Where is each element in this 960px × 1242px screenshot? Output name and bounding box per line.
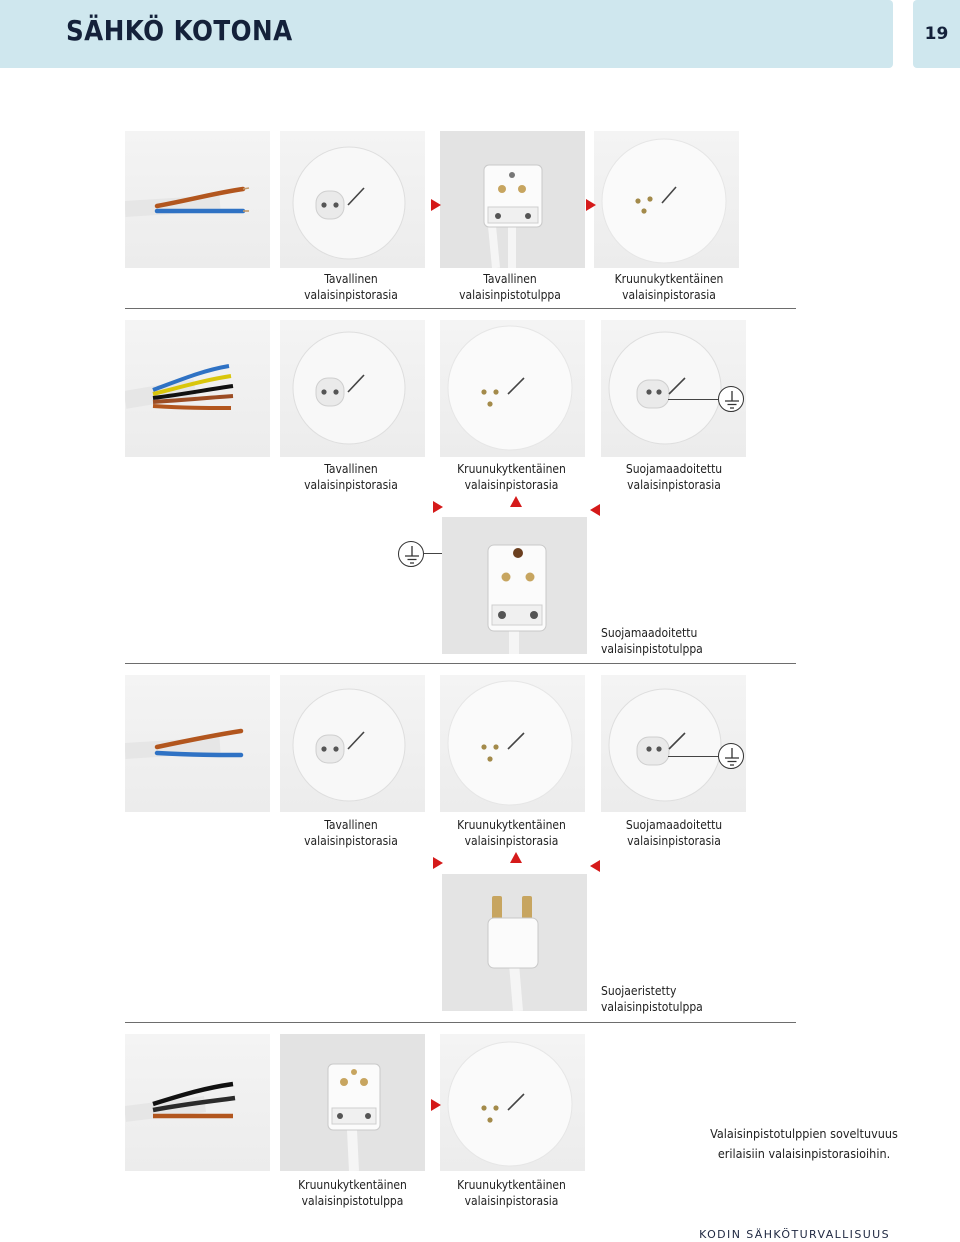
crown-plug-photo (280, 1034, 425, 1171)
red-triangle-arrow-icon (590, 860, 600, 872)
ground-symbol-icon (718, 386, 744, 412)
red-triangle-arrow-icon (586, 199, 596, 211)
caption-ordinary-socket: Tavallinen valaisinpistorasia (304, 818, 398, 848)
page-number: 19 (924, 24, 949, 44)
cable-two-wire-photo (125, 131, 270, 268)
caption-ordinary-plug: Tavallinen valaisinpistotulppa (459, 272, 561, 302)
red-triangle-arrow-icon (431, 199, 441, 211)
ordinary-socket-photo (280, 320, 425, 457)
red-triangle-arrow-icon (431, 1099, 441, 1111)
red-triangle-arrow-icon (433, 857, 443, 869)
caption-earthed-plug: Suojamaadoitettu valaisinpistotulppa (601, 626, 703, 656)
caption-ordinary-socket: Tavallinen valaisinpistorasia (304, 272, 398, 302)
ground-symbol-icon (718, 743, 744, 769)
section-divider (125, 308, 796, 309)
ordinary-plug-photo (440, 131, 585, 268)
footer-text: KODIN SÄHKÖTURVALLISUUS (699, 1228, 890, 1241)
crown-socket-photo (440, 1034, 585, 1171)
cable-three-wire-photo (125, 1034, 270, 1171)
cable-five-wire-photo (125, 320, 270, 457)
caption-ordinary-socket: Tavallinen valaisinpistorasia (304, 462, 398, 492)
crown-socket-photo (594, 131, 739, 268)
crown-socket-photo (440, 675, 585, 812)
red-triangle-arrow-icon (433, 501, 443, 513)
caption-insulated-plug: Suojaeristetty valaisinpistotulppa (601, 984, 703, 1014)
earthed-plug-photo (442, 517, 587, 654)
caption-crown-socket: Kruunukytkentäinen valaisinpistorasia (457, 462, 566, 492)
section-divider (125, 1022, 796, 1023)
cable-two-wire-photo (125, 675, 270, 812)
caption-earthed-socket: Suojamaadoitettu valaisinpistorasia (625, 462, 723, 492)
caption-crown-socket: Kruunukytkentäinen valaisinpistorasia (457, 1178, 566, 1208)
crown-socket-photo (440, 320, 585, 457)
section-divider (125, 663, 796, 664)
red-triangle-arrow-icon (510, 496, 522, 507)
caption-crown-socket: Kruunukytkentäinen valaisinpistorasia (614, 272, 724, 302)
compatibility-note: Valaisinpistotulppien soveltuvuus erilaisiin valaisinpistorasioihin. (710, 1126, 898, 1161)
insulated-plug-photo (442, 874, 587, 1011)
caption-earthed-socket: Suojamaadoitettu valaisinpistorasia (625, 818, 723, 848)
ground-leader-line (668, 756, 718, 757)
page-number-box (913, 0, 960, 68)
page-title: SÄHKÖ KOTONA (66, 14, 293, 47)
header-bar (0, 0, 893, 68)
caption-crown-socket: Kruunukytkentäinen valaisinpistorasia (457, 818, 566, 848)
ground-symbol-icon (398, 541, 424, 567)
red-triangle-arrow-icon (510, 852, 522, 863)
caption-crown-plug: Kruunukytkentäinen valaisinpistotulppa (298, 1178, 407, 1208)
ordinary-socket-photo (280, 675, 425, 812)
red-triangle-arrow-icon (590, 504, 600, 516)
ground-leader-line (668, 399, 718, 400)
ordinary-socket-photo (280, 131, 425, 268)
